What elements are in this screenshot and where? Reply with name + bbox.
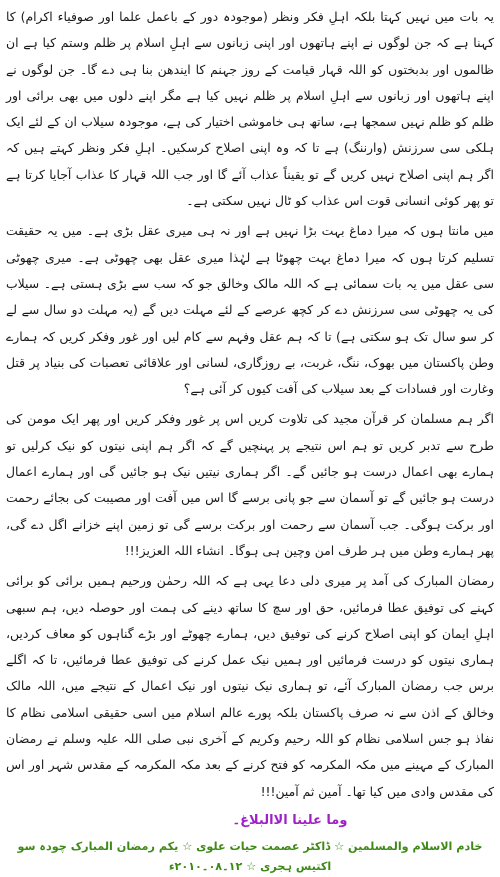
paragraph-2: میں مانتا ہوں کہ میرا دماغ بہت بڑا نہیں ہے اور نہ ہی میری عقل بڑی ہے۔ میں یہ حقیقت تسلیم کرتا ہوں کہ میرا دماغ بہت چھوٹا ہے لہٰذا میری عقل بھی چھوٹی ہے۔ میری چھوٹی سی عقل میں یہ بات سمائی ہے کہ اللہ مالک وخالق جو کہ سب سے بڑی ہستی ہے۔ سیلاب کی یہ چھوٹی سی سرزنش دے کر کچھ عرصے کے لئے مہلت دیں گے (یہ مہلت دو سال سے لے کر سو سال تک ہو سکتی ہے) تا کہ ہم عقل وفہم سے کام لیں اور غور وفکر کریں کہ ہمارے وطن پاکستان میں بھوک، ننگ، غربت، بے روزگاری، لسانی اور علاقائی تعصبات کی بنیاد پر قتل وغارت اور فسادات کے بعد سیلاب کی آفت کیوں کر آئی ہے؟ bbox=[6, 223, 494, 397]
author-signature: خادم الاسلام والمسلمین ☆ ڈاکٹر عصمت حیات علوی ☆ یکم رمضان المبارک چودہ سو اکتیس ہجری ☆ ۱۲۔۰۸۔۲۰۱۰ء bbox=[17, 839, 483, 873]
paragraph-4: رمضان المبارک کی آمد پر میری دلی دعا یہی ہے کہ اللہ رحمٰن ورحیم ہمیں برائی کو برائی کہنے کی توفیق عطا فرمائیں، حق اور سچ کا ساتھ دینے کی ہمت اور حوصلہ دیں، ہم سبھی اہلِ ایمان کو اپنی اصلاح کرنے کی توفیق دیں، ہمارے چھوٹے اور بڑے گناہوں کو معاف کردیں، ہماری نیتوں کو درست فرمائیں اور ہمیں نیک عمل کرنے کی توفیق عطا فرمائیں، تا کہ اگلے برس جب رمضان المبارک آئے، تو ہماری نیک نیتوں اور نیک اعمال کے نتیجے میں، اللہ مالک وخالق کے اذن سے نہ صرف پاکستان بلکہ پورے عالم اسلام میں اسی حقیقی اسلامی نظام کا نفاذ ہو جس اسلامی نظام کو اللہ رحیم وکریم کے آخری نبی صلی اللہ علیہ وسلم نے رمضان المبارک کے مہینے میں مکہ المکرمہ کو فتح کرنے کے بعد مکہ المکرمہ کے مقدس شہر اور اس کی مقدس وادی میں کیا تھا۔ آمین ثم آمین!!! bbox=[6, 573, 494, 799]
paragraph-1: یہ بات میں نہیں کہتا بلکہ اہلِ فکر ونظر (موجودہ دور کے باعمل علما اور صوفیاء اکرام) کا کہنا ہے کہ جن لوگوں نے اپنے ہاتھوں اور اپنی زبانوں سے اہلِ اسلام پر ظلم وستم کیا ہے ان ظالموں اور بدبختوں کو اللہ قہار قیامت کے روز جہنم کا ایندھن بنا ہی دے گا۔ جن لوگوں نے اپنے ہاتھوں اور زبانوں سے اہلِ اسلام پر ظلم نہیں کیا ہے مگر اپنے دلوں میں بھی برائی اور ظلم کو ظلم نہیں سمجھا ہے، ساتھ ہی خاموشی اختیار کی ہے، موجودہ سیلاب ان کے لئے ایک ہلکی سی سرزنش (وارننگ) ہے تا کہ وہ اپنی اصلاح کرسکیں۔ اہلِ فکر ونظر کہتے ہیں کہ اگر ہم اپنی اصلاح نہیں کریں گے تو یقیناً عذاب آئے گا اور جب اللہ قہار کا عذاب آجایا کرتا ہے تو پھر کوئی انسانی قوت اس عذاب کو ٹال نہیں سکتی ہے۔ bbox=[6, 9, 494, 209]
closing-phrase: وما علینا الاالبلاغ۔ bbox=[232, 812, 348, 828]
paragraph-3: اگر ہم مسلمان کر قرآن مجید کی تلاوت کریں اس پر غور وفکر کریں اور پھر ایک مومن کی طرح سے تدبر کریں تو ہم اس نتیجے پر پہنچیں گے کہ اگر ہم اپنی نیتوں کو نیک کرلیں تو ہمارے بھی اعمال درست ہو جائیں گے۔ اگر ہماری نیتیں نیک ہو جائیں گی اور ہمارے اعمال درست ہو جائیں گے تو آسمان سے جو پانی برسے گا اس میں آفت اور مصیبت کی بجائے رحمت اور برکت ہوگی۔ جب آسمان سے رحمت اور برکت برسے گی تو زمین اپنے خزانے اگل دے گی، پھر ہمارے وطن میں ہر طرف امن وچین ہی ہوگا۔ انشاء اللہ العزیز!!! bbox=[6, 411, 494, 558]
